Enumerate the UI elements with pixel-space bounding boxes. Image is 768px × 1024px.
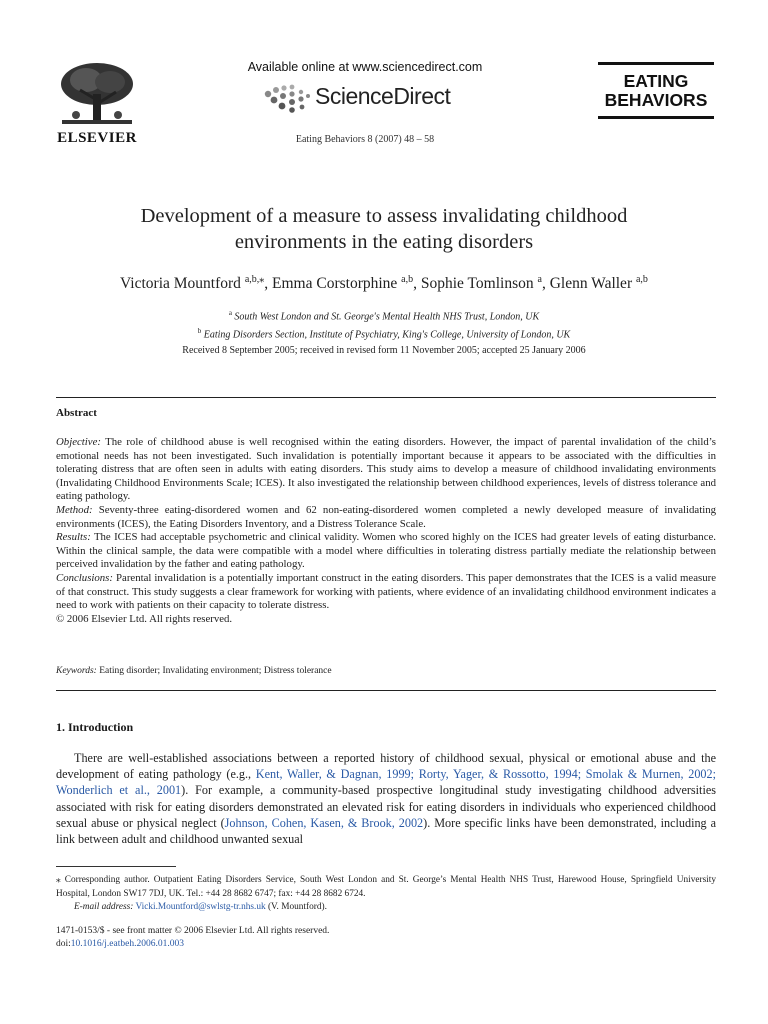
article-title (40, 203, 728, 255)
issn-line: 1471-0153/$ - see front matter © 2006 Elsevier Ltd. All rights reserved. (56, 926, 330, 936)
introduction-paragraph (56, 750, 716, 847)
keywords-label: Keywords: (56, 666, 97, 676)
method-label: Method: (56, 503, 93, 516)
sciencedirect-wordmark: ScienceDirect (315, 83, 451, 109)
publisher-name: ELSEVIER (57, 130, 137, 146)
affiliation-text: Eating Disorders Section, Institute of Psychiatry, King's College, University of London, UK (203, 329, 571, 341)
journal-name: EATING BEHAVIORS (604, 71, 708, 110)
abstract-conclusions (56, 572, 716, 613)
title-line-2: environments in the eating disorders (234, 231, 534, 253)
journal-logo-rule-bottom (598, 116, 714, 119)
corresponding-author-footnote (56, 874, 716, 915)
email-suffix: (V. Mountford). (265, 902, 327, 912)
email-label: E-mail address: (74, 902, 134, 912)
abstract-body (56, 436, 716, 626)
author-affiliation-mark[interactable]: a,b,⁎ (244, 274, 265, 285)
keywords (56, 666, 716, 676)
abstract-method (56, 504, 716, 531)
author-affiliation-mark[interactable]: a,b (401, 274, 414, 285)
title-line-1: Development of a measure to assess invalidating childhood (140, 205, 628, 227)
elsevier-logo (56, 60, 138, 148)
abstract-objective (56, 436, 716, 504)
conclusions-text: Parental invalidation is a potentially important construct in the eating disorders. This paper demonstrates that the ICES is a valid measure of that construct. This study suggests a clear framework for working with patients, where evidence of an invalidating childhood environment indicates a need to work with patients on their capacity to tolerate distress. (56, 571, 716, 612)
sciencedirect-dots-icon (262, 82, 312, 114)
author-list (30, 274, 738, 293)
author-separator: , (541, 275, 550, 293)
elsevier-tree-icon (56, 60, 138, 132)
citation-link[interactable]: Johnson, Cohen, Kasen, & Brook, 2002 (224, 815, 424, 830)
author-affiliation-mark[interactable]: a,b (635, 274, 648, 285)
citation-link[interactable]: Kent, Waller, & Dagnan, 1999; Rorty, Yager, & Rossotto, 1994; Smolak & Murnen, 2002; Wonderlich et al., 2001 (56, 767, 716, 798)
abstract-copyright: © 2006 Elsevier Ltd. All rights reserved. (56, 612, 233, 625)
affiliation-mark: b (197, 327, 202, 336)
journal-logo-rule-top (598, 62, 714, 65)
affiliation-text: South West London and St. George's Mental Health NHS Trust, London, UK (234, 311, 540, 323)
author-name: Glenn Waller (549, 275, 633, 293)
affiliation-mark: a (228, 309, 232, 317)
affiliation-b (60, 324, 708, 342)
results-text: The ICES had acceptable psychometric and clinical validity. Women who scored highly on the ICES had greater levels of eating disturbance. Within the clinical sample, the data were compatible with a model where difficulties in tolerating distress partially mediate the relationship between perceived invalidation by the father and eating pathology. (56, 531, 716, 571)
doi-label: doi: (56, 939, 71, 949)
keywords-text: Eating disorder; Invalidating environment; Distress tolerance (96, 666, 332, 676)
results-label: Results: (56, 531, 91, 544)
available-online-text[interactable]: Available online at www.sciencedirect.com (247, 60, 483, 74)
email-link[interactable]: Vicki.Mountford@swlstg-tr.nhs.uk (135, 902, 266, 912)
sciencedirect-logo[interactable] (262, 80, 482, 116)
section-heading-introduction: 1. Introduction (56, 720, 134, 734)
author-name: Victoria Mountford (120, 275, 241, 293)
intro-text: There are well-established associations between a reported history of childhood sexual, physical or emotional abuse and the development of eating pathology (e.g., (56, 751, 716, 782)
author-separator: , (264, 275, 273, 293)
abstract-results (56, 531, 716, 572)
author-name: Emma Corstorphine (272, 275, 398, 293)
journal-reference: Eating Behaviors 8 (2007) 48 – 58 (295, 134, 435, 145)
divider-top (56, 397, 716, 398)
front-matter (56, 925, 329, 951)
footnote-text: Corresponding author. Outpatient Eating Disorders Service, South West London and St. George’s Mental Health NHS Trust, Harewood House, Springfield University Hospital, London SW17 7DJ, UK. Tel.: +44 28 8682 6747; fax: +44 28 8682 6724. (56, 875, 716, 899)
author-affiliation-mark[interactable]: a (537, 274, 542, 285)
affiliation-a (60, 306, 708, 324)
doi-link[interactable]: 10.1016/j.eatbeh.2006.01.003 (70, 939, 184, 949)
divider-bottom (56, 690, 716, 691)
author-name: Sophie Tomlinson (420, 275, 534, 293)
author-separator: , (413, 275, 421, 293)
method-text: Seventy-three eating-disordered women and 62 non-eating-disordered women completed a newly developed measure of invalidating environments (ICES), the Eating Disorders Inventory, and a Distress Tolerance Scale. (56, 503, 716, 530)
journal-logo (598, 62, 714, 119)
doi-line (56, 938, 329, 951)
abstract-heading: Abstract (56, 407, 97, 419)
objective-text: The role of childhood abuse is well recognised within the eating disorders. However, the impact of parental invalidation of the child’s emotional needs has not been investigated. Such invalidation is potentially important because it appears to be associated with the difficulties in tolerating distress that are often seen in adults with eating disorders. This study aims to develop a measure of childhood invalidating environments (Invalidating Childhood Environments Scale; ICES). It also investigated the relationship between childhood experiences, levels of distress tolerance and eating pathology. (56, 436, 716, 503)
conclusions-label: Conclusions: (56, 571, 113, 584)
footnote-divider (56, 866, 176, 867)
received-dates: Received 8 September 2005; received in revised form 11 November 2005; accepted 25 January 2006 (182, 345, 586, 356)
objective-label: Objective: (56, 436, 101, 448)
affiliations (60, 306, 708, 343)
footnote-mark: ⁎ (56, 875, 61, 885)
intro-text: ). More specific links have been demonstrated, including a link between adult and childhood unwanted sexual (56, 815, 717, 847)
intro-text: ). For example, a community-based prospective longitudinal study investigating childhood adversities associated with risk for eating disorders demonstrated an elevated risk for eating disorders in individuals who experienced childhood sexual abuse or physical neglect ( (56, 783, 716, 830)
